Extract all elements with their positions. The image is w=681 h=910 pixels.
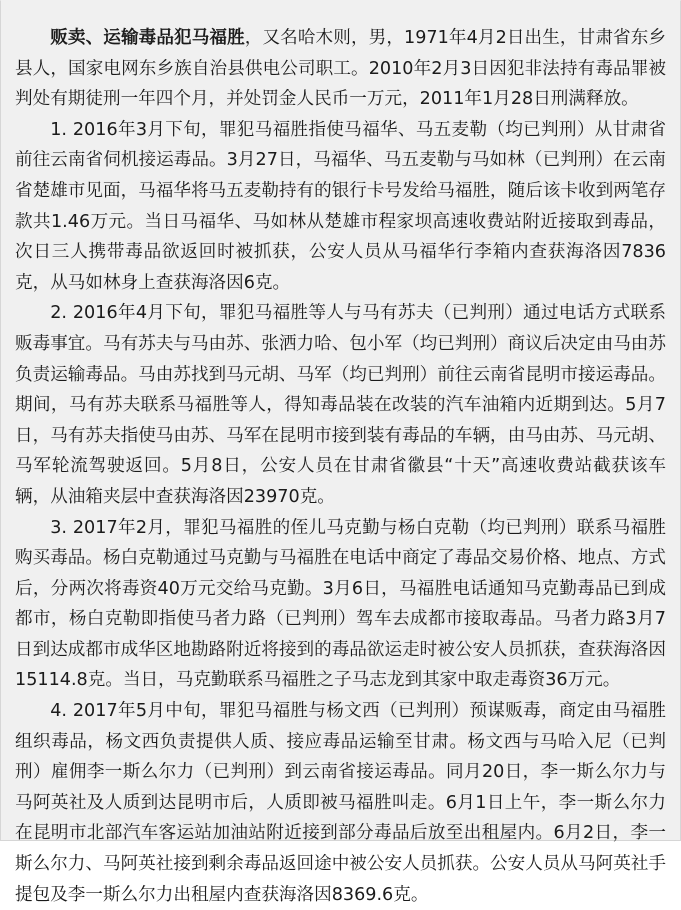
fact-4-text: 4. 2017年5月中旬，罪犯马福胜与杨文西（已判刑）预谋贩毒，商定由马福胜组织毒品，杨文西负责提供人质、接应毒品运输至甘肃。杨文西与马哈入尼（已判刑）雇佣李一斯么尔力（已判刑）到云南省接运毒品。同月20日，李一斯么尔力与马阿英社及人质到达昆明市后，人质即被马福胜叫走。6月1日上午，李一斯么尔力在昆明市北部汽车客运站加油站附近接到部分毒品后放至出租屋内。6月2日，李一斯么尔力、马阿英社接到剩余毒品返回途中被公安人员抓获。公安人员从马阿英社手提包及李一斯么尔力出租屋内查获海洛因8369.6克。 bbox=[15, 701, 666, 905]
document-text-body bbox=[15, 23, 666, 910]
paragraph-fact-3 bbox=[15, 513, 666, 697]
fact-3-text: 3. 2017年2月，罪犯马福胜的侄儿马克勤与杨白克勒（均已判刑）联系马福胜购买毒品。杨白克勒通过马克勤与马福胜在电话中商定了毒品交易价格、地点、方式后，分两次将毒资40万元交给马克勤。3月6日，马福胜电话通知马克勤毒品已到成都市，杨白克勒即指使马者力路（已判刑）驾车去成都市接取毒品。马者力路3月7日到达成都市成华区地勘路附近将接到的毒品欲运走时被公安人员抓获，查获海洛因15114.8克。当日，马克勤联系马福胜之子马志龙到其家中取走毒资36万元。 bbox=[15, 517, 666, 691]
defendant-profile-text: ，又名哈木则，男，1971年4月2日出生，甘肃省东乡县人，国家电网东乡族自治县供电公司职工。2010年2月3日因犯非法持有毒品罪被判处有期徒刑一年四个月，并处罚金人民币一万元，2011年1月28日刑满释放。 bbox=[15, 28, 666, 110]
paragraph-fact-1 bbox=[15, 115, 666, 299]
paragraph-fact-2 bbox=[15, 298, 666, 512]
fact-1-text: 1. 2016年3月下旬，罪犯马福胜指使马福华、马五麦勒（均已判刑）从甘肃省前往云南省伺机接运毒品。3月27日，马福华、马五麦勒与马如林（已判刑）在云南省楚雄市见面，马福华将马五麦勒持有的银行卡号发给马福胜，随后该卡收到两笔存款共1.46万元。当日马福华、马如林从楚雄市程家坝高速收费站附近接取到毒品，次日三人携带毒品欲返回时被抓获，公安人员从马福华行李箱内查获海洛因7836克，从马如林身上查获海洛因6克。 bbox=[15, 119, 666, 293]
paragraph-fact-4 bbox=[15, 696, 666, 910]
defendant-name-bold: 贩卖、运输毒品犯马福胜 bbox=[50, 28, 245, 48]
fact-2-text: 2. 2016年4月下旬，罪犯马福胜等人与马有苏夫（已判刑）通过电话方式联系贩毒事宜。马有苏夫与马由苏、张洒力哈、包小军（均已判刑）商议后决定由马由苏负责运输毒品。马由苏找到马元胡、马军（均已判刑）前往云南省昆明市接运毒品。期间，马有苏夫联系马福胜等人，得知毒品装在改装的汽车油箱内近期到达。5月7日，马有苏夫指使马由苏、马军在昆明市接到装有毒品的车辆，由马由苏、马元胡、马军轮流驾驶返回。5月8日，公安人员在甘肃省徽县“十天”高速收费站截获该车辆，从油箱夹层中查获海洛因23970克。 bbox=[15, 303, 666, 507]
paragraph-defendant-profile bbox=[15, 23, 666, 115]
